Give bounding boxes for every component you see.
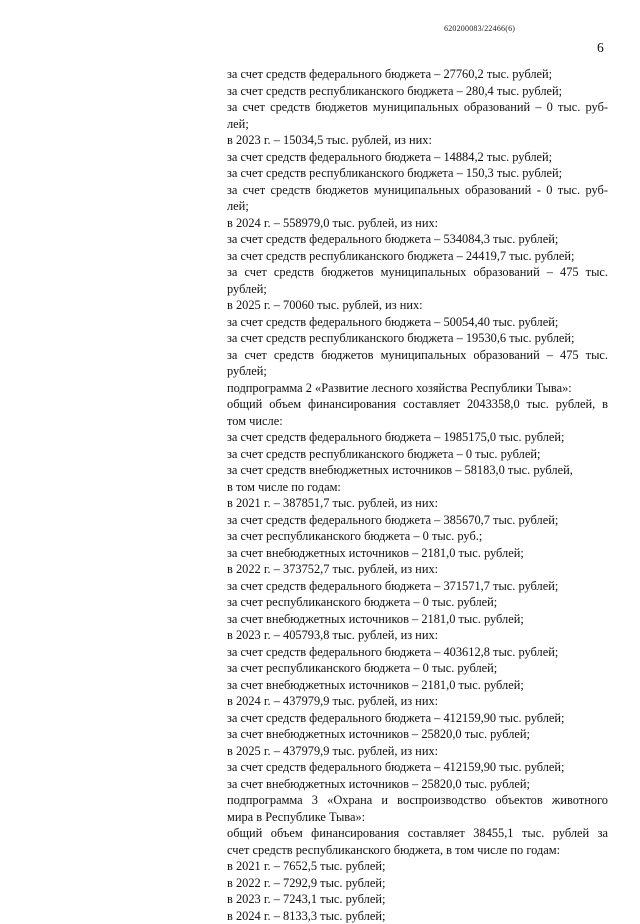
text-line: за счет средств федерального бюджета – 412159,90 тыс. рублей;: [227, 759, 608, 776]
text-line: за счет внебюджетных источников – 2181,0 тыс. рублей;: [227, 545, 608, 562]
text-line: в 2022 г. – 373752,7 тыс. рублей, из них:: [227, 561, 608, 578]
text-line: за счет средств федерального бюджета – 1985175,0 тыс. рублей;: [227, 429, 608, 446]
document-body: [227, 66, 608, 924]
text-line: за счет средств бюджетов муниципальных образований – 0 тыс. руб-: [227, 99, 608, 116]
text-line: в том числе по годам:: [227, 479, 608, 496]
text-line: в 2023 г. – 15034,5 тыс. рублей, из них:: [227, 132, 608, 149]
text-line: в 2021 г. – 387851,7 тыс. рублей, из них:: [227, 495, 608, 512]
text-line: за счет средств федерального бюджета – 385670,7 тыс. рублей;: [227, 512, 608, 529]
text-line: за счет средств республиканского бюджета – 280,4 тыс. рублей;: [227, 83, 608, 100]
text-line: лей;: [227, 198, 608, 215]
text-line: подпрограмма 3 «Охрана и воспроизводство объектов животного: [227, 792, 608, 809]
text-line: за счет внебюджетных источников – 25820,0 тыс. рублей;: [227, 776, 608, 793]
text-line: за счет республиканского бюджета – 0 тыс. руб.;: [227, 528, 608, 545]
text-line: за счет средств бюджетов муниципальных образований – 475 тыс.: [227, 264, 608, 281]
text-line: счет средств республиканского бюджета, в том числе по годам:: [227, 842, 608, 859]
text-line: за счет средств федерального бюджета – 27760,2 тыс. рублей;: [227, 66, 608, 83]
text-line: за счет средств федерального бюджета – 14884,2 тыс. рублей;: [227, 149, 608, 166]
text-line: в 2024 г. – 437979,9 тыс. рублей, из них:: [227, 693, 608, 710]
text-line: рублей;: [227, 281, 608, 298]
text-line: в 2023 г. – 405793,8 тыс. рублей, из них:: [227, 627, 608, 644]
text-line: за счет республиканского бюджета – 0 тыс. рублей;: [227, 660, 608, 677]
text-line: за счет средств республиканского бюджета – 19530,6 тыс. рублей;: [227, 330, 608, 347]
text-line: за счет средств бюджетов муниципальных образований - 0 тыс. руб-: [227, 182, 608, 199]
text-line: общий объем финансирования составляет 2043358,0 тыс. рублей, в: [227, 396, 608, 413]
text-line: в 2024 г. – 8133,3 тыс. рублей;: [227, 908, 608, 924]
text-line: том числе:: [227, 413, 608, 430]
text-line: за счет средств бюджетов муниципальных образований – 475 тыс.: [227, 347, 608, 364]
text-line: общий объем финансирования составляет 38455,1 тыс. рублей за: [227, 825, 608, 842]
text-line: за счет внебюджетных источников – 2181,0 тыс. рублей;: [227, 677, 608, 694]
text-line: за счет республиканского бюджета – 0 тыс. рублей;: [227, 594, 608, 611]
text-line: за счет внебюджетных источников – 2181,0 тыс. рублей;: [227, 611, 608, 628]
text-line: лей;: [227, 116, 608, 133]
text-line: в 2025 г. – 70060 тыс. рублей, из них:: [227, 297, 608, 314]
text-line: за счет средств федерального бюджета – 371571,7 тыс. рублей;: [227, 578, 608, 595]
text-line: за счет средств республиканского бюджета – 24419,7 тыс. рублей;: [227, 248, 608, 265]
text-line: в 2023 г. – 7243,1 тыс. рублей;: [227, 891, 608, 908]
text-line: за счет средств республиканского бюджета – 150,3 тыс. рублей;: [227, 165, 608, 182]
text-line: за счет средств внебюджетных источников – 58183,0 тыс. рублей,: [227, 462, 608, 479]
text-line: рублей;: [227, 363, 608, 380]
text-line: в 2024 г. – 558979,0 тыс. рублей, из них:: [227, 215, 608, 232]
text-line: в 2025 г. – 437979,9 тыс. рублей, из них:: [227, 743, 608, 760]
document-code: 620200083/22466(6): [444, 24, 515, 33]
text-line: за счет средств федерального бюджета – 534084,3 тыс. рублей;: [227, 231, 608, 248]
text-line: за счет средств федерального бюджета – 50054,40 тыс. рублей;: [227, 314, 608, 331]
text-line: за счет средств федерального бюджета – 403612,8 тыс. рублей;: [227, 644, 608, 661]
text-line: за счет средств республиканского бюджета – 0 тыс. рублей;: [227, 446, 608, 463]
text-line: за счет внебюджетных источников – 25820,0 тыс. рублей;: [227, 726, 608, 743]
text-line: мира в Республике Тыва»:: [227, 809, 608, 826]
text-line: в 2022 г. – 7292,9 тыс. рублей;: [227, 875, 608, 892]
text-line: подпрограмма 2 «Развитие лесного хозяйства Республики Тыва»:: [227, 380, 608, 397]
text-line: за счет средств федерального бюджета – 412159,90 тыс. рублей;: [227, 710, 608, 727]
page-number: 6: [597, 40, 604, 56]
text-line: в 2021 г. – 7652,5 тыс. рублей;: [227, 858, 608, 875]
